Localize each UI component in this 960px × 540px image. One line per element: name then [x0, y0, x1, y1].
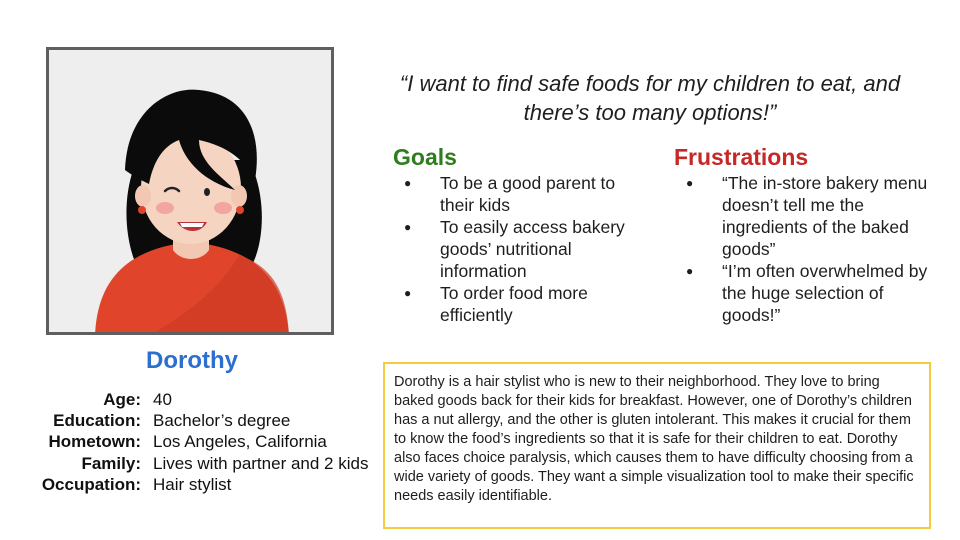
persona-name: Dorothy	[146, 347, 238, 374]
persona-quote: “I want to find safe foods for my children to eat, and there’s too many options!”	[399, 71, 901, 125]
detail-row-occupation	[30, 474, 368, 495]
detail-label: Age:	[103, 389, 141, 409]
detail-label: Education:	[53, 410, 141, 430]
detail-row-family	[30, 453, 368, 474]
detail-value: Lives with partner and 2 kids	[153, 453, 369, 473]
frustrations-list	[686, 172, 936, 326]
persona-bio: Dorothy is a hair stylist who is new to their neighborhood. They love to bring baked goods back for their kids for breakfast. However, one of Dorothy’s children has a nut allergy, and the other is gluten intolerant. This makes it crucial for them to know the food’s ingredients so that it is safe for their children to eat. Dorothy also faces choice paralysis, which causes them to have difficulty choosing from a wide variety of goods. They want a simple visualization tool to make their specific needs easily identifiable.	[383, 362, 931, 529]
persona-photo	[46, 47, 334, 335]
detail-row-education	[30, 410, 368, 431]
detail-row-hometown	[30, 432, 368, 453]
detail-label: Occupation:	[41, 474, 141, 494]
detail-value: Hair stylist	[153, 474, 232, 494]
detail-value: 40	[153, 389, 172, 409]
detail-row-age	[30, 389, 368, 410]
detail-label: Hometown:	[48, 432, 141, 452]
frustration-item: ● “The in-store bakery menu doesn’t tell me the ingredients of the baked goods”	[686, 172, 936, 260]
detail-label: Family:	[81, 453, 141, 473]
goal-item: ● To easily access bakery goods’ nutritional information	[404, 216, 654, 282]
goal-item: ● To order food more efficiently	[404, 282, 654, 326]
detail-value: Los Angeles, California	[153, 432, 327, 452]
woman-avatar-illustration	[49, 50, 331, 332]
goals-list	[404, 172, 654, 326]
frustration-item: ● “I’m often overwhelmed by the huge selection of goods!”	[686, 260, 936, 326]
detail-value: Bachelor’s degree	[153, 410, 291, 430]
frustrations-title: Frustrations	[674, 144, 809, 170]
persona-details	[30, 389, 368, 495]
goal-item: ● To be a good parent to their kids	[404, 172, 654, 216]
goals-title: Goals	[393, 144, 457, 170]
